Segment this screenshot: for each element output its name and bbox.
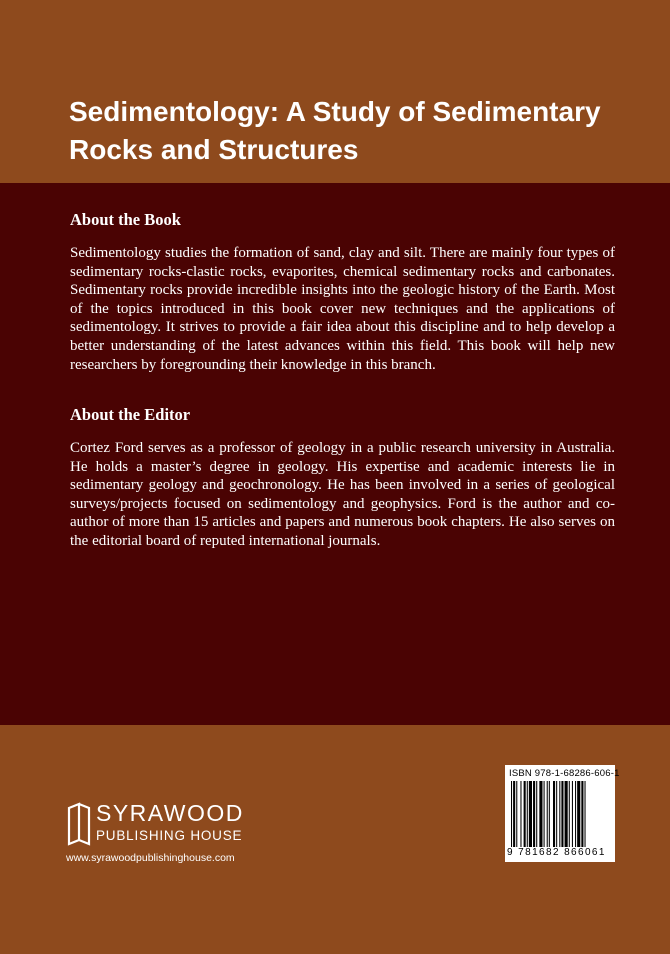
barcode-bars <box>511 781 611 847</box>
about-book-heading: About the Book <box>70 210 181 229</box>
publisher-url: www.syrawoodpublishinghouse.com <box>66 852 235 864</box>
publisher-subtitle: PUBLISHING HOUSE <box>96 828 243 843</box>
barcode <box>505 765 620 862</box>
publisher-name: SYRAWOOD <box>96 800 244 826</box>
about-book-text: Sedimentology studies the formation of sand, clay and silt. There are mainly four types of sedimentary rocks-clastic rocks, evaporites, chemical sedimentary rocks and carbonates. Sedimentary rocks provide incredible insights into the geologic history of the Earth. Most of the topics introduced in this book cover new techniques and the applications of sedimentology. It strives to provide a fair idea about this discipline and to help develop a better understanding of the latest advances within this field. This book will help new researchers by foregrounding their knowledge in this branch. <box>70 245 615 373</box>
barcode-number: 9 781682 866061 <box>507 847 606 858</box>
about-editor-text: Cortez Ford serves as a professor of geology in a public research university in Australia. He holds a master’s degree in geology. His expertise and academic interests lie in sedimentary geology and geochronology. He has been involved in a series of geological surveys/projects focused on sedimentology and geophysics. Ford is the author and co-author of more than 15 articles and papers and numerous book chapters. He also serves on the editorial board of reputed international journals. <box>70 440 615 549</box>
book-logo-icon <box>66 802 92 846</box>
about-book-section <box>70 210 615 374</box>
book-title: Sedimentology: A Study of Sedimentary Rocks and Structures <box>69 96 601 165</box>
about-editor-heading: About the Editor <box>70 405 191 424</box>
isbn-label: ISBN 978-1-68286-606-1 <box>509 768 620 779</box>
about-editor-section <box>70 405 615 551</box>
